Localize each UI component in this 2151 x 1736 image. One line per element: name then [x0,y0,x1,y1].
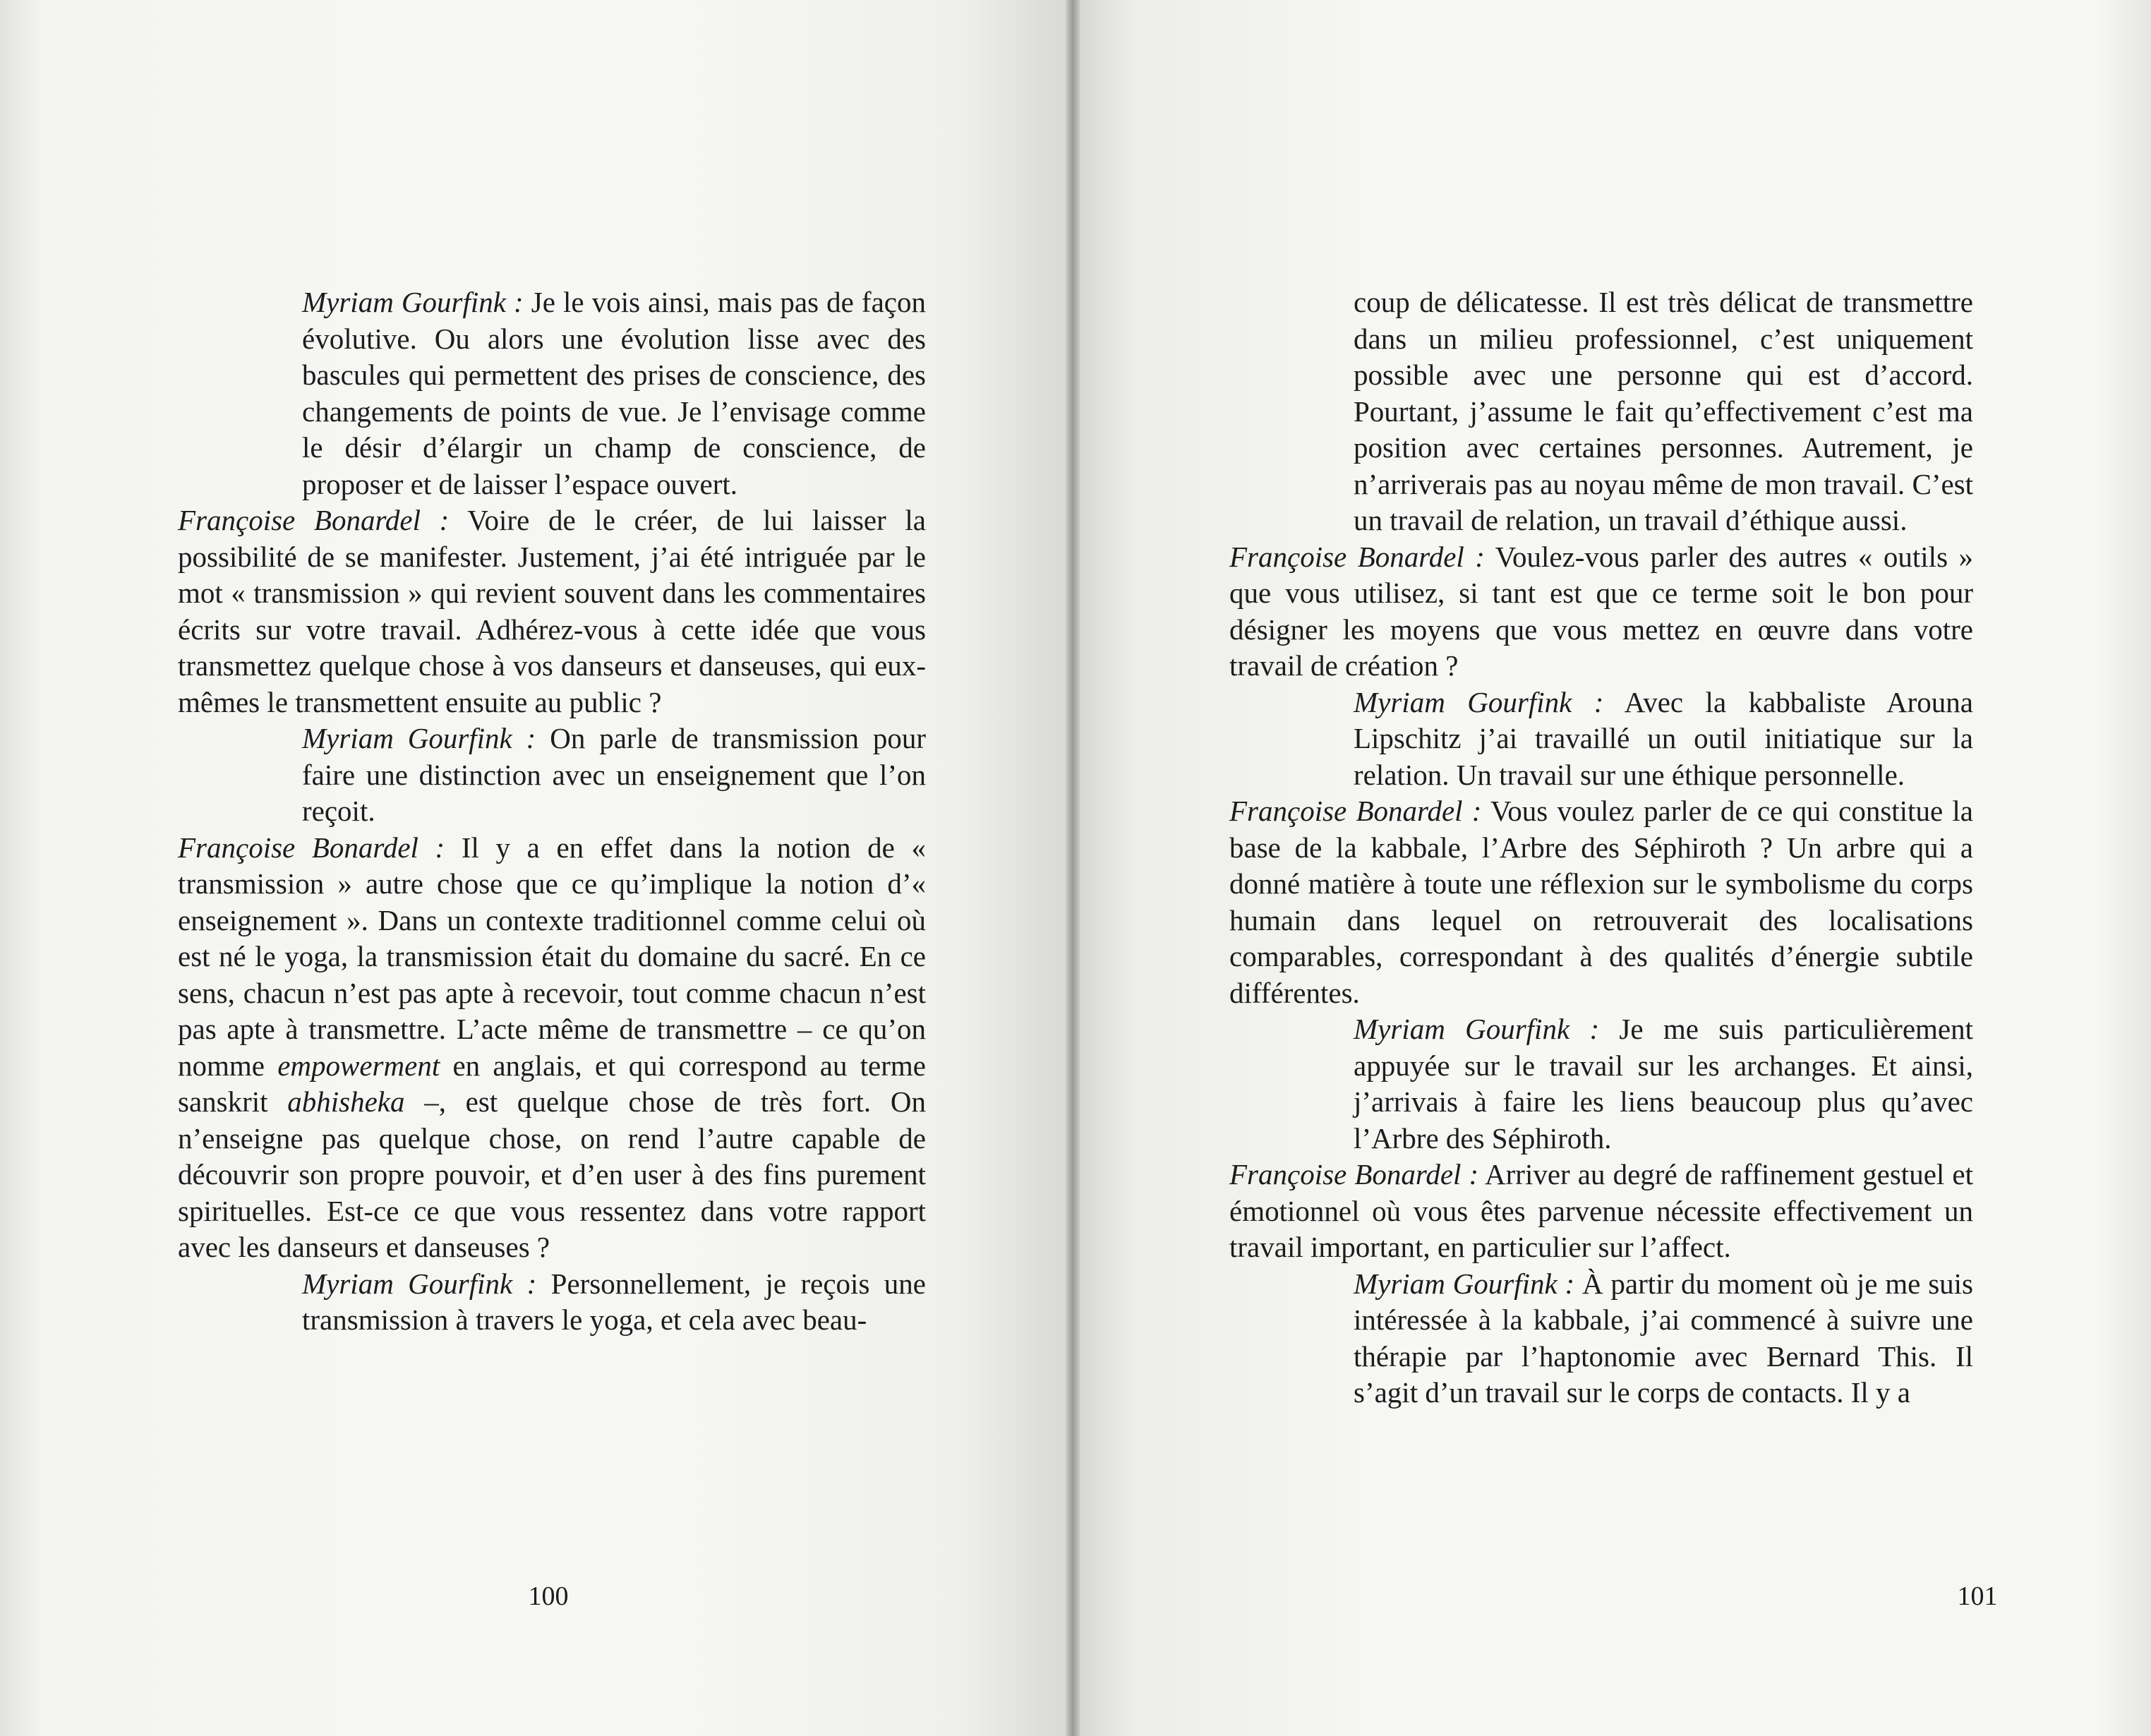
paragraph [1354,685,1973,794]
speaker-name: Myriam Gourfink : [302,1267,537,1300]
paragraph-text: Voulez-vous parler des autres « outils » que vous utilisez, si tant est que ce terme soit le bon pour désigner les moyens que vous mettez en œuvre dans votre travail de création ? [1229,540,1974,682]
left-page-text [178,284,926,1339]
speaker-name: Myriam Gourfink : [1354,1013,1600,1045]
paragraph [178,830,926,1266]
paragraph-text: –, est quelque chose de très fort. On n’enseigne pas quelque chose, on rend l’autre capable de découvrir son propre pouvoir, et d’en user à des fins purement spirituelles. Est-ce ce que vous ressentez dans votre rapport avec les danseurs et danseuses ? [178,1085,926,1263]
paragraph-text: Arriver au degré de raffinement gestuel et émotionnel où vous êtes parvenue nécessite effectivement un travail important, en particulier sur l’affect. [1229,1158,1973,1263]
paragraph-text: en anglais, et qui correspond au terme sanskrit [178,1049,926,1118]
paragraph [1354,284,1973,539]
paragraph [1354,1266,1973,1411]
left-page [0,0,1066,1736]
paragraph [302,284,926,502]
paragraph-text: coup de délicatesse. Il est très délicat de transmettre dans un milieu professionnel, c’est uniquement possible avec une personne qui est d’accord. Pourtant, j’assume le fait qu’effectivement c’est ma position avec certaines personnes. Autrement, je n’arriverais pas au noyau même de mon travail. C’est un travail de relation, un travail d’éthique aussi. [1354,286,1973,536]
paragraph [178,502,926,721]
paragraph-text: Je le vois ainsi, mais pas de façon évolutive. Ou alors une évolution lisse avec des bascules qui permettent des prises de conscience, des changements de points de vue. Je l’envisage comme le désir d’élargir un champ de conscience, de proposer et de laisser l’espace ouvert. [302,286,926,500]
paragraph-text: Vous voulez parler de ce qui constitue la base de la kabbale, l’Arbre des Séphiroth ? Un arbre qui a donné matière à toute une réflexion sur le symbolisme du corps humain dans lequel on retrouverait des localisations comparables, correspondant à des qualités d’énergie subtile différentes. [1229,795,1973,1009]
paragraph-text: Voire de le créer, de lui laisser la possibilité de se manifester. Justement, j’ai été intriguée par le mot « transmission » qui revient souvent dans les commentaires écrits sur votre travail. Adhérez-vous à cette idée que vous transmettez quelque chose à vos danseurs et danseuses, qui eux-mêmes le transmettent ensuite au public ? [178,504,927,718]
speaker-name: Myriam Gourfink : [302,722,536,754]
speaker-name: Françoise Bonardel : [1229,540,1485,573]
speaker-name: Françoise Bonardel : [1229,795,1482,827]
speaker-name: Myriam Gourfink : [1354,685,1604,718]
paragraph [1354,1011,1973,1157]
paragraph-text: Personnellement, je reçois une transmission à travers le yoga, et cela avec beau- [302,1267,926,1336]
paragraph [1229,539,1973,685]
paragraph-text: On parle de transmission pour faire une distinction avec un enseignement que l’on reçoit. [302,722,926,827]
page-number: 101 [1957,1581,1998,1611]
book-gutter [1066,0,1080,1736]
italic-term: abhisheka [287,1085,405,1118]
right-page-text [1229,284,1973,1411]
paragraph-text: Il y a en effet dans la notion de « transmission » autre chose que ce qu’implique la notion d’« enseignement ». Dans un contexte traditionnel comme celui où est né le yoga, la transmission était du domaine du sacré. En ce sens, chacun n’est pas apte à recevoir, tout comme chacun n’est pas apte à transmettre. L’acte même de transmettre – ce qu’on nomme [178,831,926,1082]
paragraph-text: Avec la kabbaliste Arouna Lipschitz j’ai travaillé un outil initiatique sur la relation. Un travail sur une éthique personnelle. [1354,685,1973,791]
paragraph [1229,1157,1973,1266]
speaker-name: Françoise Bonardel : [1229,1158,1479,1191]
speaker-name: Myriam Gourfink : [1354,1267,1575,1300]
paragraph-text: Je me suis particulièrement appuyée sur le travail sur les archanges. Et ainsi, j’arrivais à faire les liens beaucoup plus qu’avec l’Arbre des Séphiroth. [1354,1013,1973,1155]
right-page [1080,0,2151,1736]
speaker-name: Myriam Gourfink : [302,286,524,318]
paragraph-text: À partir du moment où je me suis intéressée à la kabbale, j’ai commencé à suivre une thérapie par l’haptonomie avec Bernard This. Il s’agit d’un travail sur le corps de contacts. Il y a [1354,1267,1973,1409]
speaker-name: Françoise Bonardel : [178,504,450,536]
italic-term: empowerment [277,1049,440,1082]
paragraph [302,721,926,830]
paragraph [302,1266,926,1339]
paragraph [1229,793,1973,1011]
page-number: 100 [528,1581,569,1611]
speaker-name: Françoise Bonardel : [178,831,445,864]
